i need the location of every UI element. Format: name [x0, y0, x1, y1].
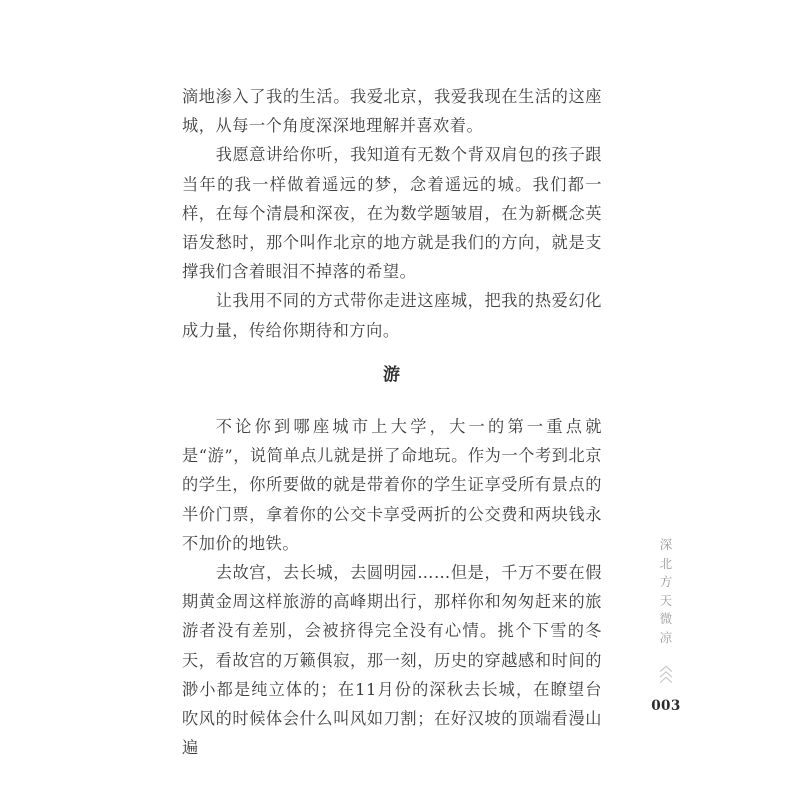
paragraph: 我愿意讲给你听，我知道有无数个背双肩包的孩子跟当年的我一样做着遥远的梦，念着遥远的城。我们都一样，在每个清晨和深夜，在为数学题皱眉，在为新概念英语发愁时，那个叫作北京的地方就是我们的方向，就是支撑我们含着眼泪不掉落的希望。: [182, 145, 602, 282]
triple-chevron-up-icon: [657, 664, 675, 686]
body-text-bottom: [182, 412, 602, 762]
body-text-top: [182, 82, 602, 345]
margin-rail: [644, 536, 688, 714]
paragraph: 让我用不同的方式带你走进这座城，把我的热爱幻化成力量，传给你期待和方向。: [182, 291, 602, 340]
paragraph: 去故宫，去长城，去圆明园……但是，千万不要在假期黄金周这样旅游的高峰期出行，那样你和匆匆赶来的旅游者没有差别，会被挤得完全没有心情。挑个下雪的冬天，看故宫的万籁俱寂，那一刻，历史的穿越感和时间的渺小都是纯立体的；在11月份的深秋去长城，在瞭望台吹风的时候体会什么叫风如刀割；在好汉坡的顶端看漫山遍: [182, 563, 602, 758]
page-number: 003: [651, 697, 681, 714]
paragraph: 不论你到哪座城市上大学，大一的第一重点就是“游”，说简单点儿就是拼了命地玩。作为一个考到北京的学生，你所要做的就是带着你的学生证享受所有景点的半价门票，拿着你的公交卡享受两折的公交费和两块钱永不加价的地铁。: [182, 417, 602, 553]
paragraph: 滴地渗入了我的生活。我爱北京，我爱我现在生活的这座城，从每一个角度深深地理解并喜欢着。: [182, 87, 602, 136]
section-heading: 游: [383, 365, 401, 385]
running-head: 深北方天微凉: [659, 537, 673, 645]
